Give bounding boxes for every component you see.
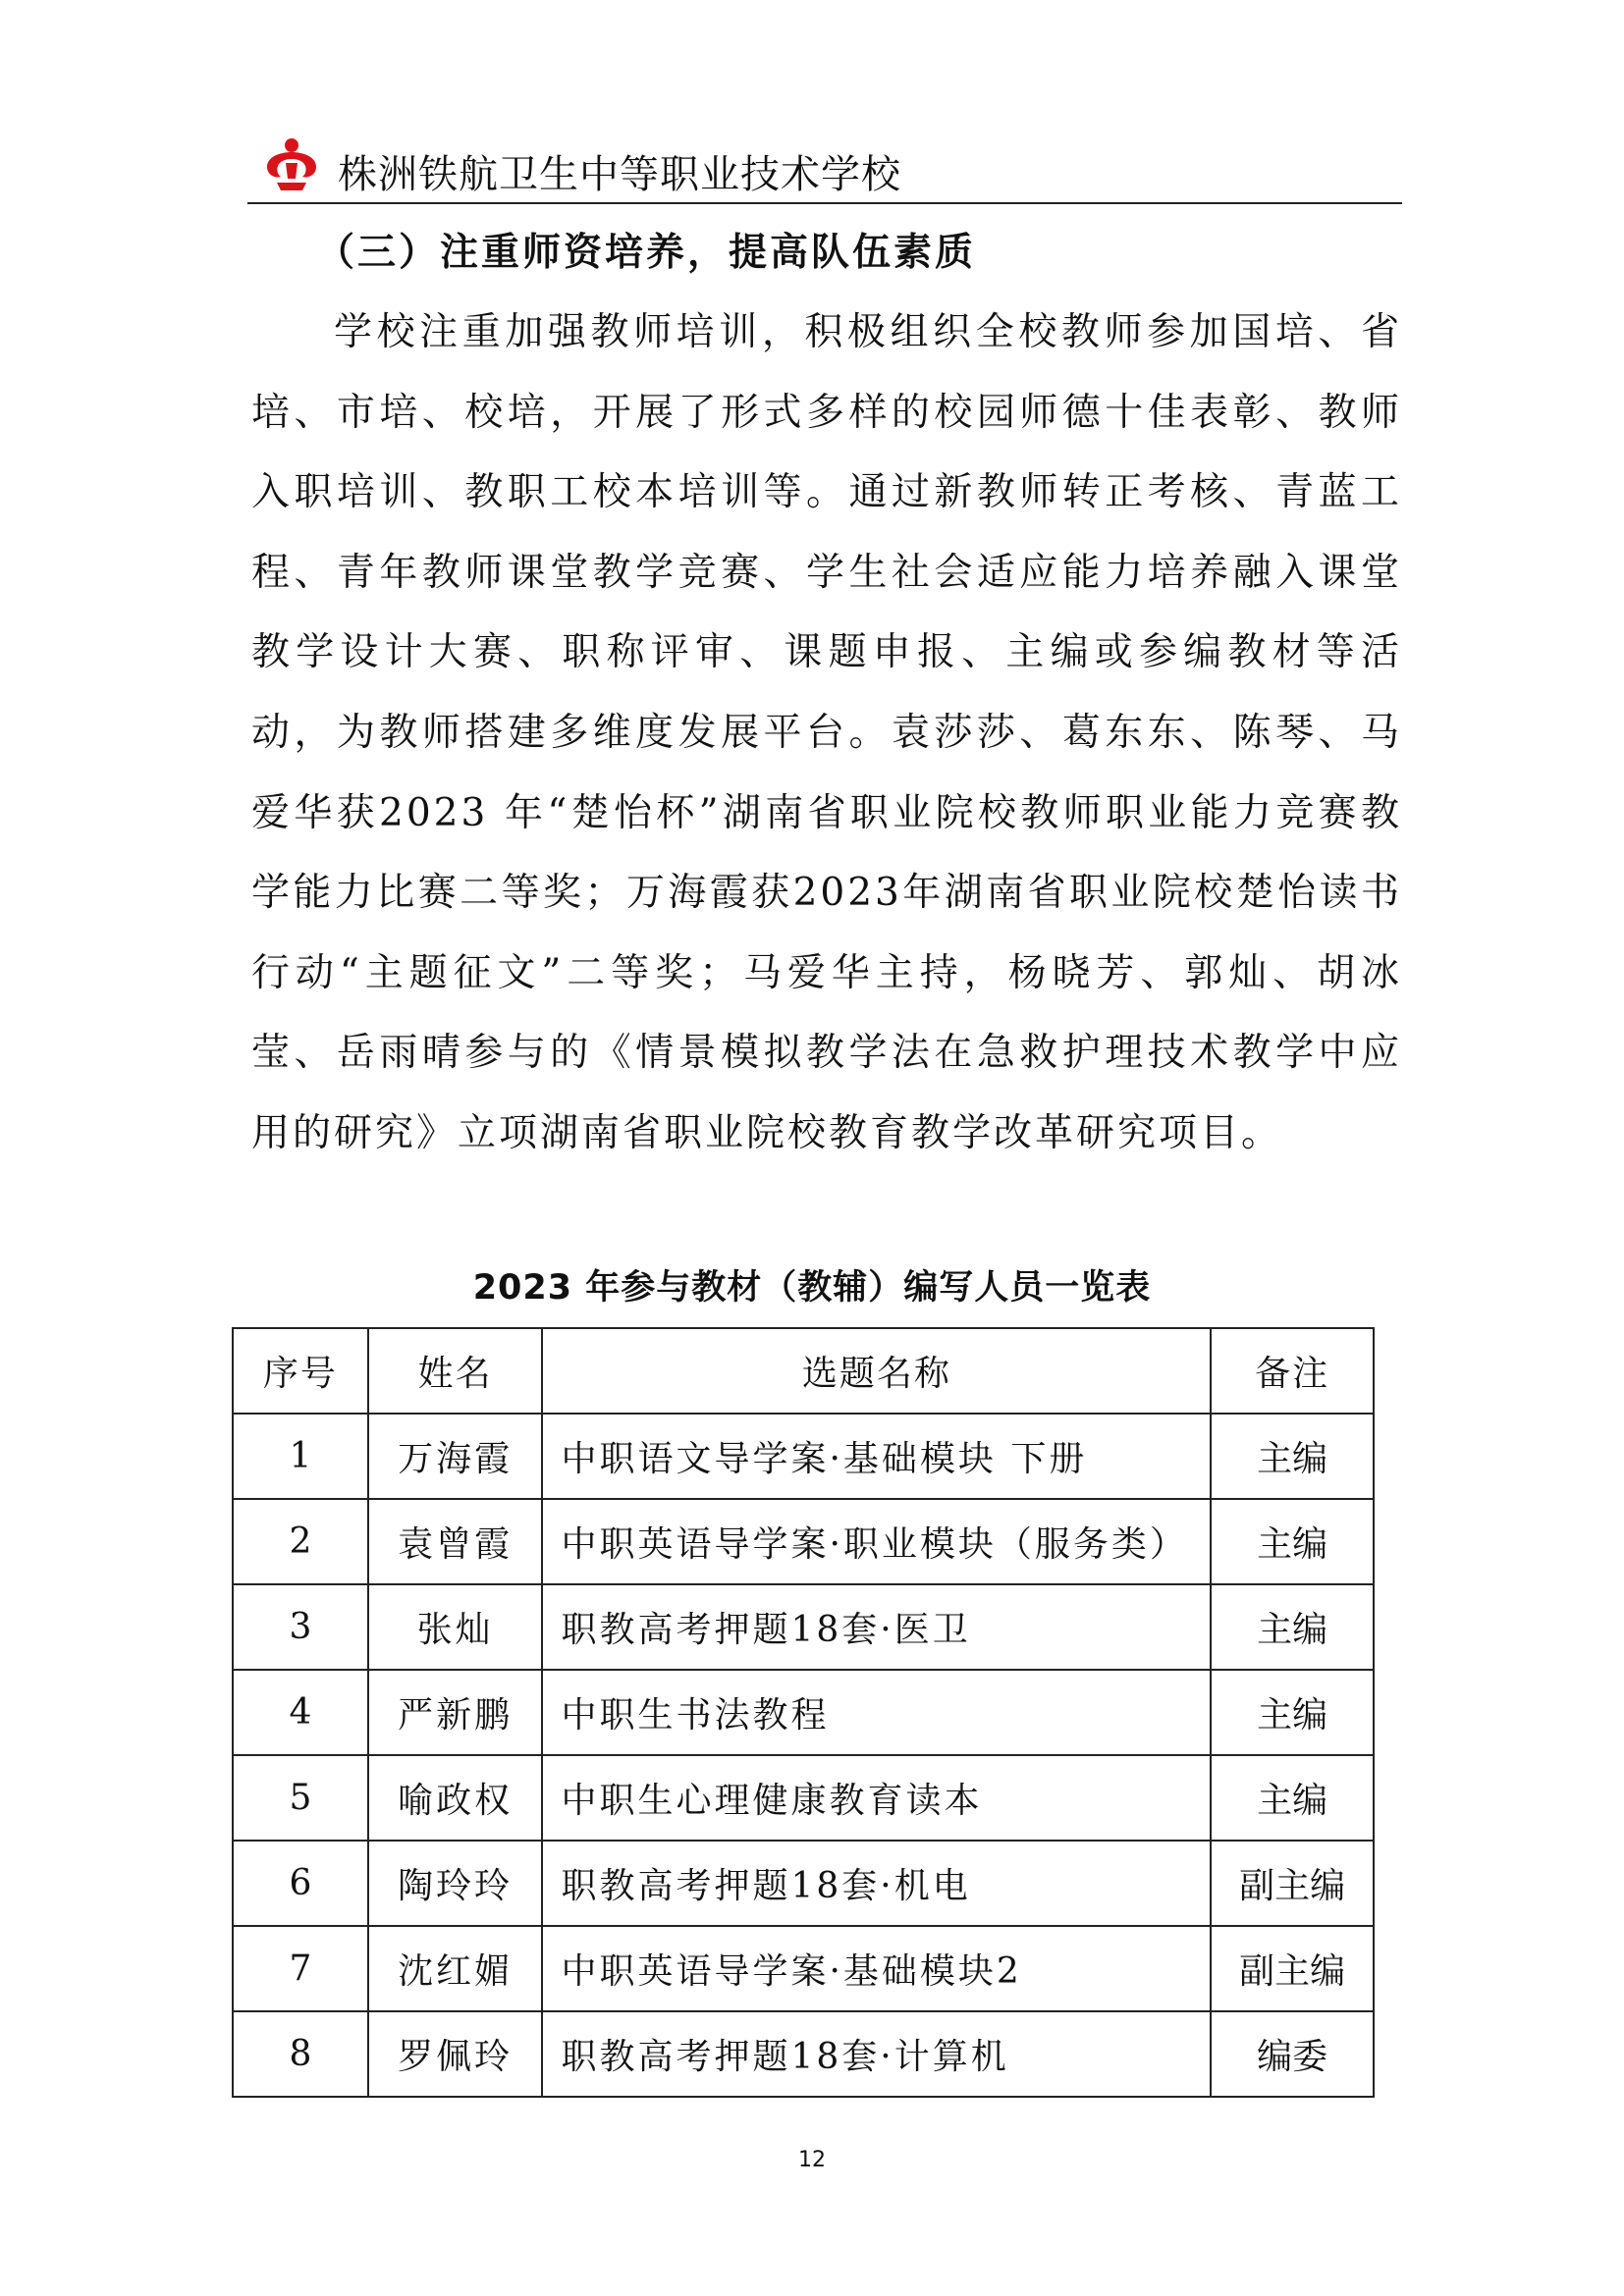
cell-note: 主编 — [1211, 1670, 1374, 1755]
cell-no: 6 — [233, 1841, 368, 1926]
header-no: 序号 — [233, 1328, 368, 1414]
cell-no: 4 — [233, 1670, 368, 1755]
cell-name: 袁曾霞 — [368, 1499, 543, 1584]
cell-topic: 中职生心理健康教育读本 — [542, 1755, 1211, 1841]
table-row — [233, 1670, 1374, 1755]
cell-no: 8 — [233, 2011, 368, 2097]
school-name: 株洲铁航卫生中等职业技术学校 — [338, 152, 901, 197]
cell-no: 2 — [233, 1499, 368, 1584]
cell-topic: 职教高考押题18套·医卫 — [542, 1584, 1211, 1670]
cell-note: 主编 — [1211, 1584, 1374, 1670]
cell-no: 5 — [233, 1755, 368, 1841]
cell-name: 万海霞 — [368, 1414, 543, 1499]
cell-name: 罗佩玲 — [368, 2011, 543, 2097]
cell-name: 陶玲玲 — [368, 1841, 543, 1926]
cell-topic: 中职英语导学案·职业模块（服务类） — [542, 1499, 1211, 1584]
cell-no: 3 — [233, 1584, 368, 1670]
cell-no: 7 — [233, 1926, 368, 2011]
cell-note: 副主编 — [1211, 1841, 1374, 1926]
cell-note: 主编 — [1211, 1414, 1374, 1499]
table-row — [233, 1414, 1374, 1499]
cell-topic: 职教高考押题18套·计算机 — [542, 2011, 1211, 2097]
authors-table — [232, 1327, 1375, 2098]
body-paragraph: 学校注重加强教师培训，积极组织全校教师参加国培、省培、市培、校培，开展了形式多样的校园师德十佳表彰、教师入职培训、教职工校本培训等。通过新教师转正考核、青蓝工程、青年教师课堂教学竞赛、学生社会适应能力培养融入课堂教学设计大赛、职称评审、课题申报、主编或参编教材等活动，为教师搭建多维度发展平台。袁莎莎、葛东东、陈琴、马爱华获2023 年“楚怡杯”湖南省职业院校教师职业能力竞赛教学能力比赛二等奖；万海霞获2023年湖南省职业院校楚怡读书行动“主题征文”二等奖；马爱华主持，杨晓芳、郭灿、胡冰莹、岳雨晴参与的《情景模拟教学法在急救护理技术教学中应用的研究》立项湖南省职业院校教育教学改革研究项目。 — [251, 310, 1402, 1155]
table-row — [233, 1584, 1374, 1670]
cell-name: 严新鹏 — [368, 1670, 543, 1755]
header-name: 姓名 — [368, 1328, 543, 1414]
school-logo-icon — [257, 133, 326, 194]
cell-topic: 中职英语导学案·基础模块2 — [542, 1926, 1211, 2011]
table-header-row — [233, 1328, 1374, 1414]
cell-topic: 职教高考押题18套·机电 — [542, 1841, 1211, 1926]
page-header — [247, 126, 1402, 204]
cell-name: 张灿 — [368, 1584, 543, 1670]
cell-topic: 中职生书法教程 — [542, 1670, 1211, 1755]
cell-no: 1 — [233, 1414, 368, 1499]
table-row — [233, 1499, 1374, 1584]
header-note: 备注 — [1211, 1328, 1374, 1414]
table-row — [233, 2011, 1374, 2097]
table-row — [233, 1926, 1374, 2011]
cell-name: 喻政权 — [368, 1755, 543, 1841]
table-row — [233, 1755, 1374, 1841]
cell-note: 主编 — [1211, 1755, 1374, 1841]
page-number: 12 — [798, 2148, 826, 2172]
header-topic: 选题名称 — [542, 1328, 1211, 1414]
cell-note: 编委 — [1211, 2011, 1374, 2097]
table-title: 2023 年参与教材（教辅）编写人员一览表 — [472, 1268, 1152, 1308]
table-row — [233, 1841, 1374, 1926]
section-title: （三）注重师资培养，提高队伍素质 — [316, 231, 977, 275]
cell-note: 副主编 — [1211, 1926, 1374, 2011]
cell-note: 主编 — [1211, 1499, 1374, 1584]
cell-topic: 中职语文导学案·基础模块 下册 — [542, 1414, 1211, 1499]
cell-name: 沈红媚 — [368, 1926, 543, 2011]
